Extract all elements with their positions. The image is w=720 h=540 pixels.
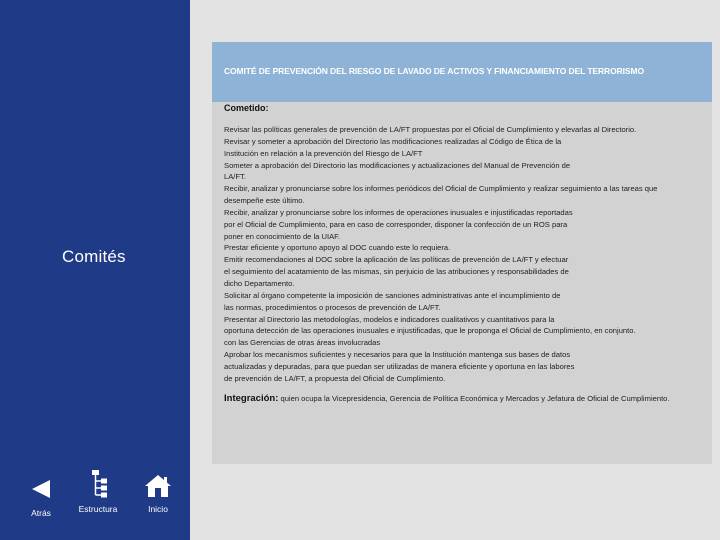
cometido-line: poner en conocimiento de la UIAF. bbox=[224, 231, 341, 241]
cometido-line: las normas, procedimientos o procesos de prevención de LA/FT. bbox=[224, 302, 441, 312]
cometido-line: Aprobar los mecanismos suficientes y necesarios para que la Institución mantenga sus bases de datos bbox=[224, 350, 571, 360]
cometido-line: Recibir, analizar y pronunciarse sobre los informes periódicos del Oficial de Cumplimiento y realizar seguimiento a las tareas que bbox=[224, 184, 658, 194]
cometido-label: Cometido: bbox=[224, 103, 269, 113]
back-button[interactable] bbox=[28, 478, 54, 518]
org-chart-icon bbox=[83, 468, 113, 498]
integracion bbox=[224, 393, 710, 404]
cometido-line: Emitir recomendaciones al DOC sobre la aplicación de las políticas de prevención de LA/FT y efectuar bbox=[224, 255, 569, 265]
cometido-line: LA/FT. bbox=[224, 172, 246, 182]
cometido-line: el seguimiento del acatamiento de las mismas, sin perjuicio de las atribuciones y responsabilidades de bbox=[224, 267, 569, 277]
integracion-text: quien ocupa la Vicepresidencia, Gerencia de Política Económica y Mercados y Jefatura de Oficial de Cumplimiento. bbox=[278, 394, 670, 403]
cometido-line: Institución en relación a la prevención del Riesgo de LA/FT bbox=[224, 148, 423, 158]
home-label: Inicio bbox=[148, 504, 168, 514]
cometido-line: por el Oficial de Cumplimiento, para en caso de corresponder, disponer la confección de un ROS para bbox=[224, 219, 568, 229]
cometido-line: actualizadas y depuradas, para que puedan ser utilizadas de manera eficiente y oportuna en las labores bbox=[224, 361, 575, 371]
cometido-line: Recibir, analizar y pronunciarse sobre los informes de operaciones inusuales e injustificadas reportadas bbox=[224, 207, 573, 217]
cometido-list bbox=[224, 124, 704, 385]
cometido-line: Presentar al Directorio las metodologías, modelos e indicadores cualitativos y cuantitativos para la bbox=[224, 314, 555, 324]
cometido-line: de prevención de LA/FT, a propuesta del Oficial de Cumplimiento. bbox=[224, 373, 446, 383]
cometido-line: Prestar eficiente y oportuno apoyo al DOC cuando este lo requiera. bbox=[224, 243, 451, 253]
cometido-line: oportuna detección de las operaciones inusuales e injustificadas, que le proponga el Oficial de Cumplimiento, en conjunto. bbox=[224, 326, 636, 336]
cometido-line: desempeñe este último. bbox=[224, 196, 305, 206]
cometido-line: Revisar y someter a aprobación del Directorio las modificaciones realizadas al Código de Ética de la bbox=[224, 136, 562, 146]
cometido-line: Someter a aprobación del Directorio las modificaciones y actualizaciones del Manual de Prevención de bbox=[224, 160, 571, 170]
cometido-line: Revisar las políticas generales de prevención de LA/FT propuestas por el Oficial de Cumplimiento y elevarlas al Directorio. bbox=[224, 125, 637, 134]
structure-button[interactable] bbox=[74, 468, 122, 514]
section-title: Comités bbox=[62, 247, 126, 266]
back-label: Atrás bbox=[31, 508, 51, 518]
cometido-line: Solicitar al órgano competente la imposición de sanciones administrativas ante el incumplimiento de bbox=[224, 290, 561, 300]
back-arrow-icon bbox=[30, 478, 52, 500]
cometido-line: con las Gerencias de otras áreas involucradas bbox=[224, 338, 381, 348]
page-title: COMITÉ DE PREVENCIÓN DEL RIESGO DE LAVADO DE ACTIVOS Y FINANCIAMIENTO DEL TERRORISMO bbox=[224, 66, 644, 76]
integracion-label: Integración: bbox=[224, 393, 279, 404]
home-button[interactable] bbox=[140, 474, 176, 514]
sidebar bbox=[0, 0, 190, 540]
home-icon bbox=[144, 474, 172, 498]
cometido-line: dicho Departamento. bbox=[224, 278, 295, 288]
structure-label: Estructura bbox=[78, 504, 118, 514]
